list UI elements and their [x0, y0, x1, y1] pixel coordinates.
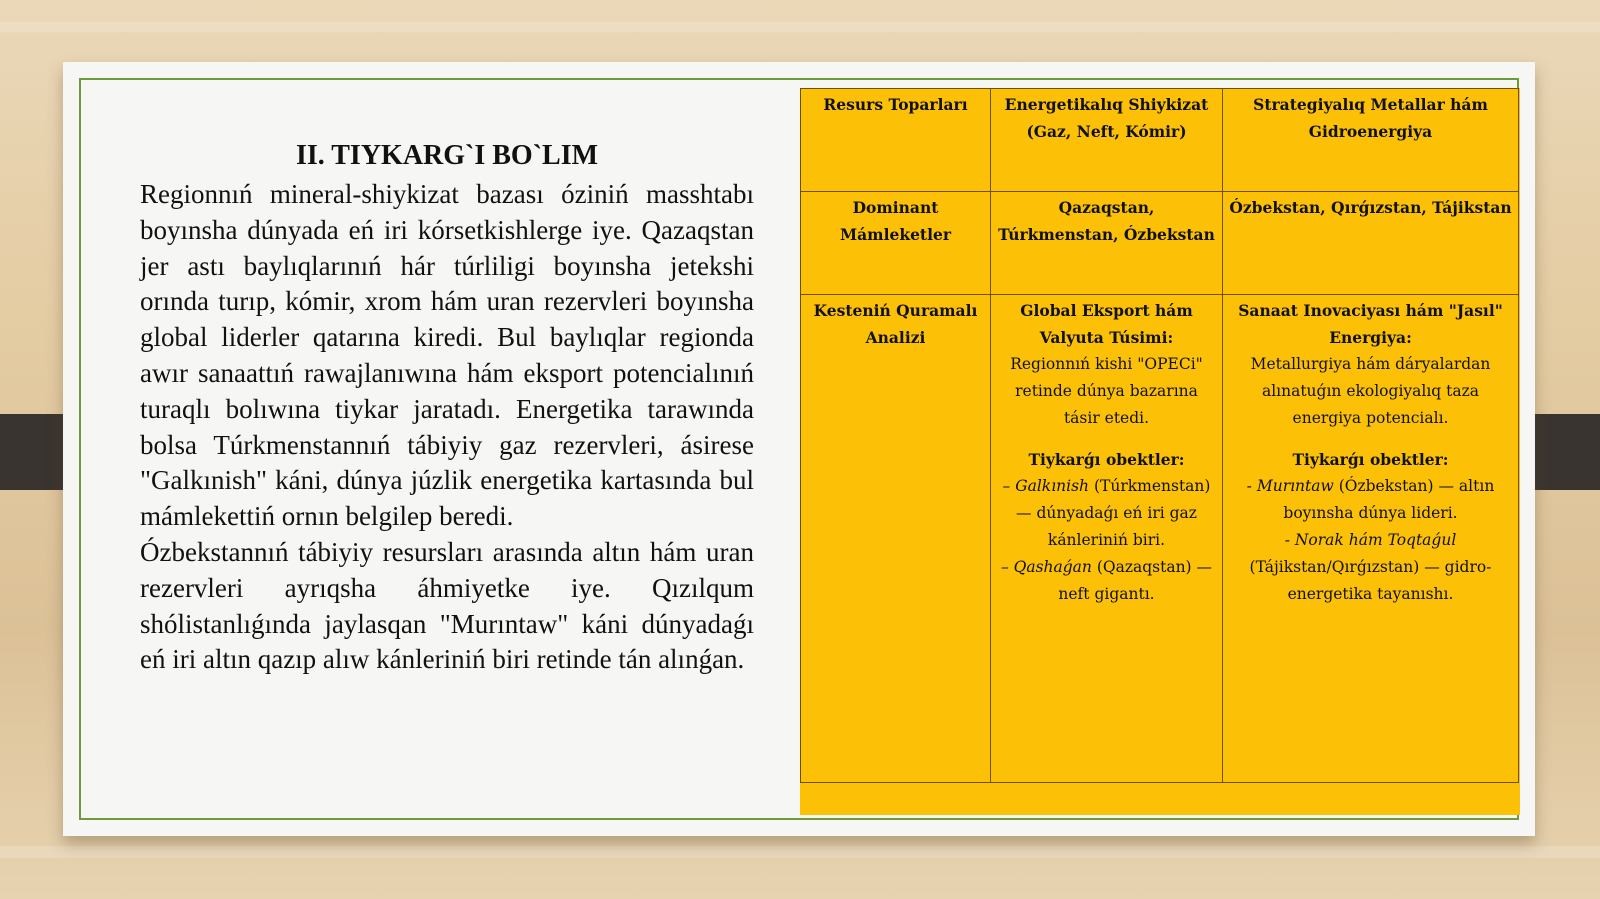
metals-analysis-text: Metallurgiya hám dáryalardan alınatuǵın ekologiyalıq taza energiya potencialı.	[1250, 355, 1491, 427]
cell-metals-analysis	[1223, 295, 1519, 783]
energy-analysis-text: Regionnıń kishi "OPECi" retinde dúnya bazarına tásir etedi.	[1010, 355, 1203, 427]
row-label-analysis: Kesteniń Quramalı Analizi	[801, 295, 991, 783]
energy-object-1	[997, 473, 1216, 554]
header-cell-resource-groups: Resurs Toparları	[801, 89, 991, 192]
header-cell-energy: Energetikalıq Shiykizat (Gaz, Neft, Kómir)	[991, 89, 1223, 192]
header-cell-metals: Strategiyalıq Metallar hám Gidroenergiya	[1223, 89, 1519, 192]
metals-objects-title: Tiykarǵı obektler:	[1292, 450, 1449, 469]
background-streak	[0, 846, 1600, 858]
background-streak	[0, 22, 1600, 32]
energy-analysis-title: Global Eksport hám Valyuta Túsimi:	[1020, 301, 1193, 347]
resource-table	[800, 88, 1519, 783]
metals-analysis-title: Sanaat Inovaciyası hám "Jasıl" Energiya:	[1238, 301, 1503, 347]
metals-object-2-name: - Norak hám Toqtaǵul	[1284, 531, 1457, 549]
section-heading: II. TIYKARG`I BO`LIM	[295, 140, 599, 171]
metals-object-1-text: (Ózbekstan) — altın boyınsha dúnya lideri.	[1283, 477, 1495, 522]
metals-object-2-text: (Tájikstan/Qırǵızstan) — gidro-energetika tayanıshı.	[1249, 558, 1492, 603]
energy-object-2-name: – Qashaǵan	[1000, 558, 1092, 576]
energy-object-1-text: (Túrkmenstan) — dúnyadaǵı eń iri gaz kánleriniń biri.	[1016, 477, 1211, 549]
metals-object-1	[1229, 473, 1512, 527]
cell-energy-analysis	[991, 295, 1223, 783]
metals-objects-heading	[1229, 446, 1512, 473]
cell-energy-countries: Qazaqstan, Túrkmenstan, Ózbekstan	[991, 192, 1223, 295]
energy-object-2	[997, 554, 1216, 608]
cell-metals-countries: Ózbekstan, Qırǵızstan, Tájikstan	[1223, 192, 1519, 295]
row-label-countries: Dominant Mámleketler	[801, 192, 991, 295]
metals-object-1-name: - Murıntaw	[1246, 477, 1334, 495]
table-row-countries	[801, 192, 1519, 295]
energy-object-2-text: (Qazaqstan) — neft gigantı.	[1058, 558, 1213, 603]
table-row-analysis	[801, 295, 1519, 783]
energy-object-1-name: – Galkınish	[1002, 477, 1090, 495]
resource-table-panel	[800, 88, 1520, 815]
energy-objects-title: Tiykarǵı obektler:	[1028, 450, 1185, 469]
metals-object-2	[1229, 527, 1512, 608]
table-header-row	[801, 89, 1519, 192]
body-text	[140, 177, 754, 678]
paragraph-1: Regionnıń mineral-shiykizat bazası óziniń masshtabı boyınsha dúnyada eń iri kórsetkishlerge iye. Qazaqstan jer astı baylıqlarınıń hár túrliligi boyınsha jetekshi orında turıp, kómir, xrom hám uran rezervleri boyınsha global liderler qatarına kiredi. Bul baylıqlar regionda awır sanaattıń rawajlanıwına hám eksport potencialınıń turaqlı bolıwına tiykar jaratadı. Energetika tarawında bolsa Túrkmenstannıń tábiyiy gaz rezervleri, ásirese "Galkınish" káni, dúnya júzlik energetika kartasında bul mámlekettiń ornın belgilep beredi.	[140, 179, 754, 532]
paragraph-2: Ózbekstannıń tábiyiy resursları arasında altın hám uran rezervleri ayrıqsha áhmiyetke iye. Qızılqum shólistanlıǵında jaylasqan "Murıntaw" káni dúnyadaǵı eń iri altın qazıp alıw kánleriniń biri retinde tán alınǵan.	[140, 536, 754, 675]
energy-objects-heading	[997, 446, 1216, 473]
